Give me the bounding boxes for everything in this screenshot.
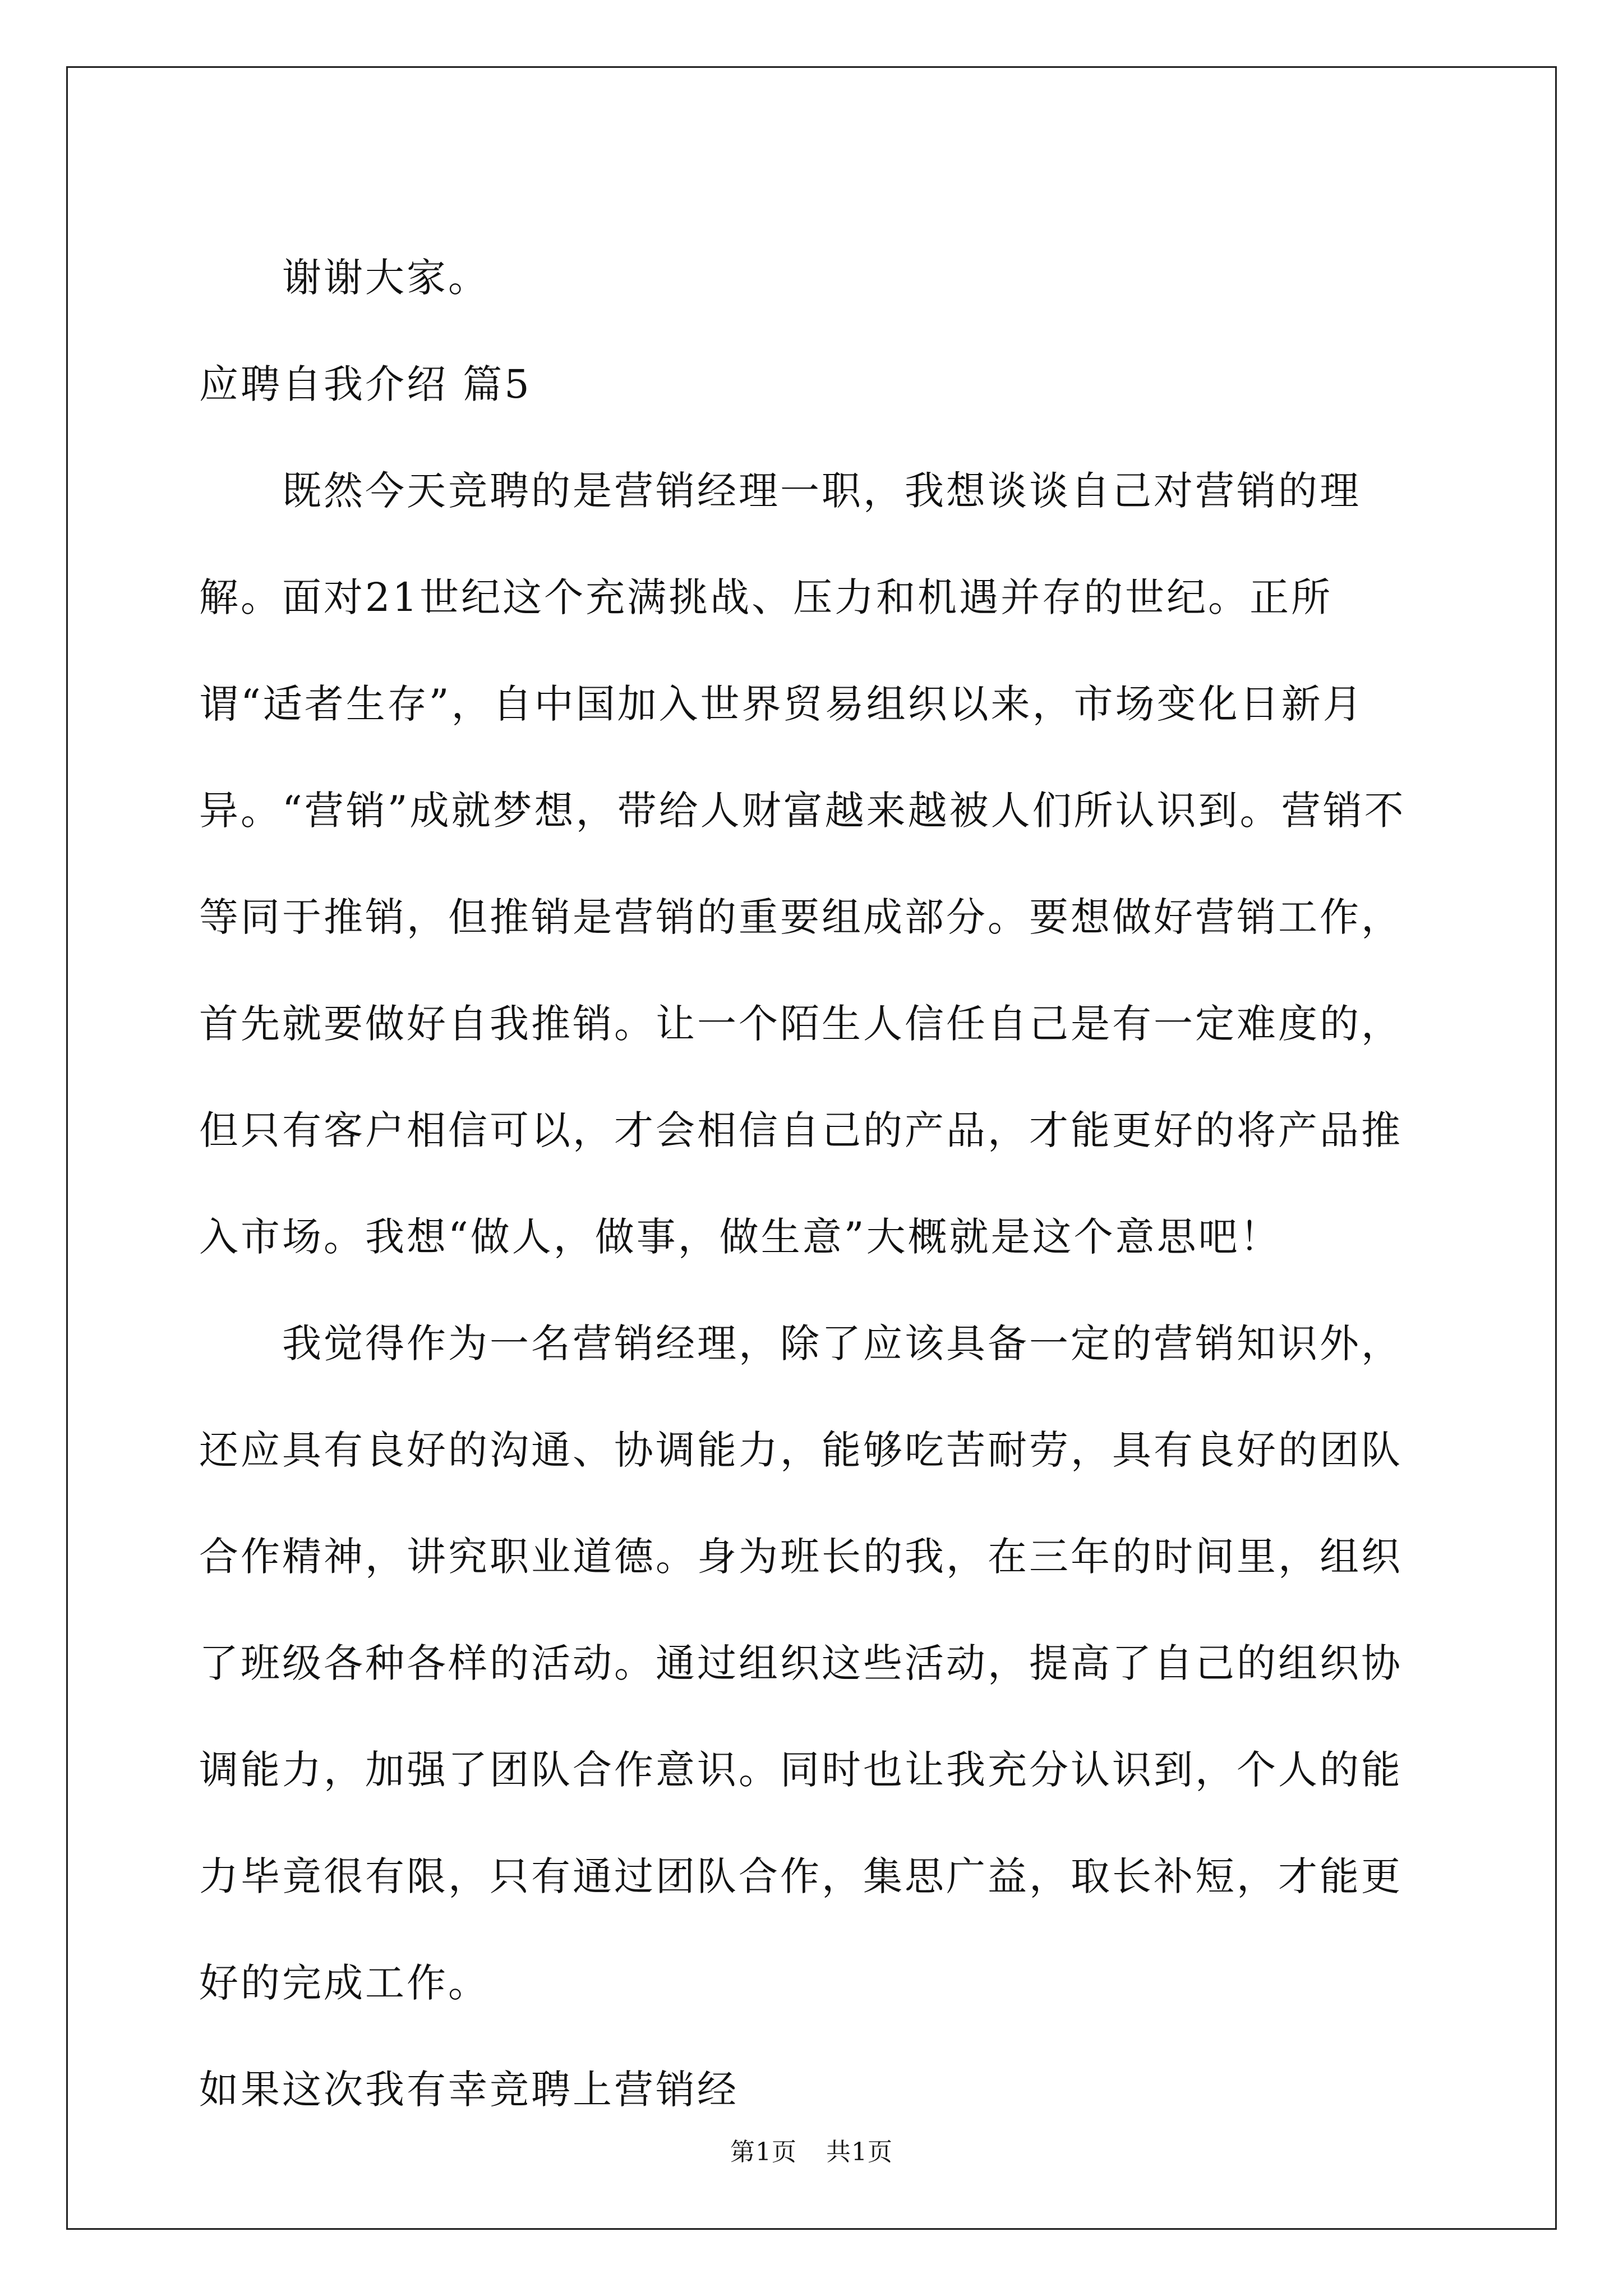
page-number-current: 第1页	[730, 2138, 797, 2166]
document-body	[199, 224, 1433, 2143]
trailing-line: 如果这次我有幸竞聘上营销经	[199, 2067, 739, 2113]
page-footer	[0, 2132, 1623, 2168]
page-number-total: 共1页	[826, 2138, 893, 2166]
closing-line: 谢谢大家。	[282, 255, 490, 301]
section-heading: 应聘自我介绍 篇5	[199, 361, 532, 407]
paragraph-2: 我觉得作为一名营销经理，除了应该具备一定的营销知识外，还应具有良好的沟通、协调能力，能够吃苦耐劳，具有良好的团队合作精神，讲究职业道德。身为班长的我，在三年的时间里，组织了班级各种各样的活动。通过组织这些活动，提高了自己的组织协调能力，加强了团队合作意识。同时也让我充分认识到，个人的能力毕竟很有限，只有通过团队合作，集思广益，取长补短，才能更好的完成工作。	[199, 1320, 1403, 2006]
paragraph-1: 既然今天竞聘的是营销经理一职，我想谈谈自己对营销的理解。面对21世纪这个充满挑战、压力和机遇并存的世纪。正所谓“适者生存”，自中国加入世界贸易组织以来，市场变化日新月异。“营销”成就梦想，带给人财富越来越被人们所认识到。营销不等同于推销，但推销是营销的重要组成部分。要想做好营销工作，首先就要做好自我推销。让一个陌生人信任自己是有一定难度的，但只有客户相信可以，才会相信自己的产品，才能更好的将产品推入市场。我想“做人，做事，做生意”大概就是这个意思吧！	[199, 468, 1406, 1260]
